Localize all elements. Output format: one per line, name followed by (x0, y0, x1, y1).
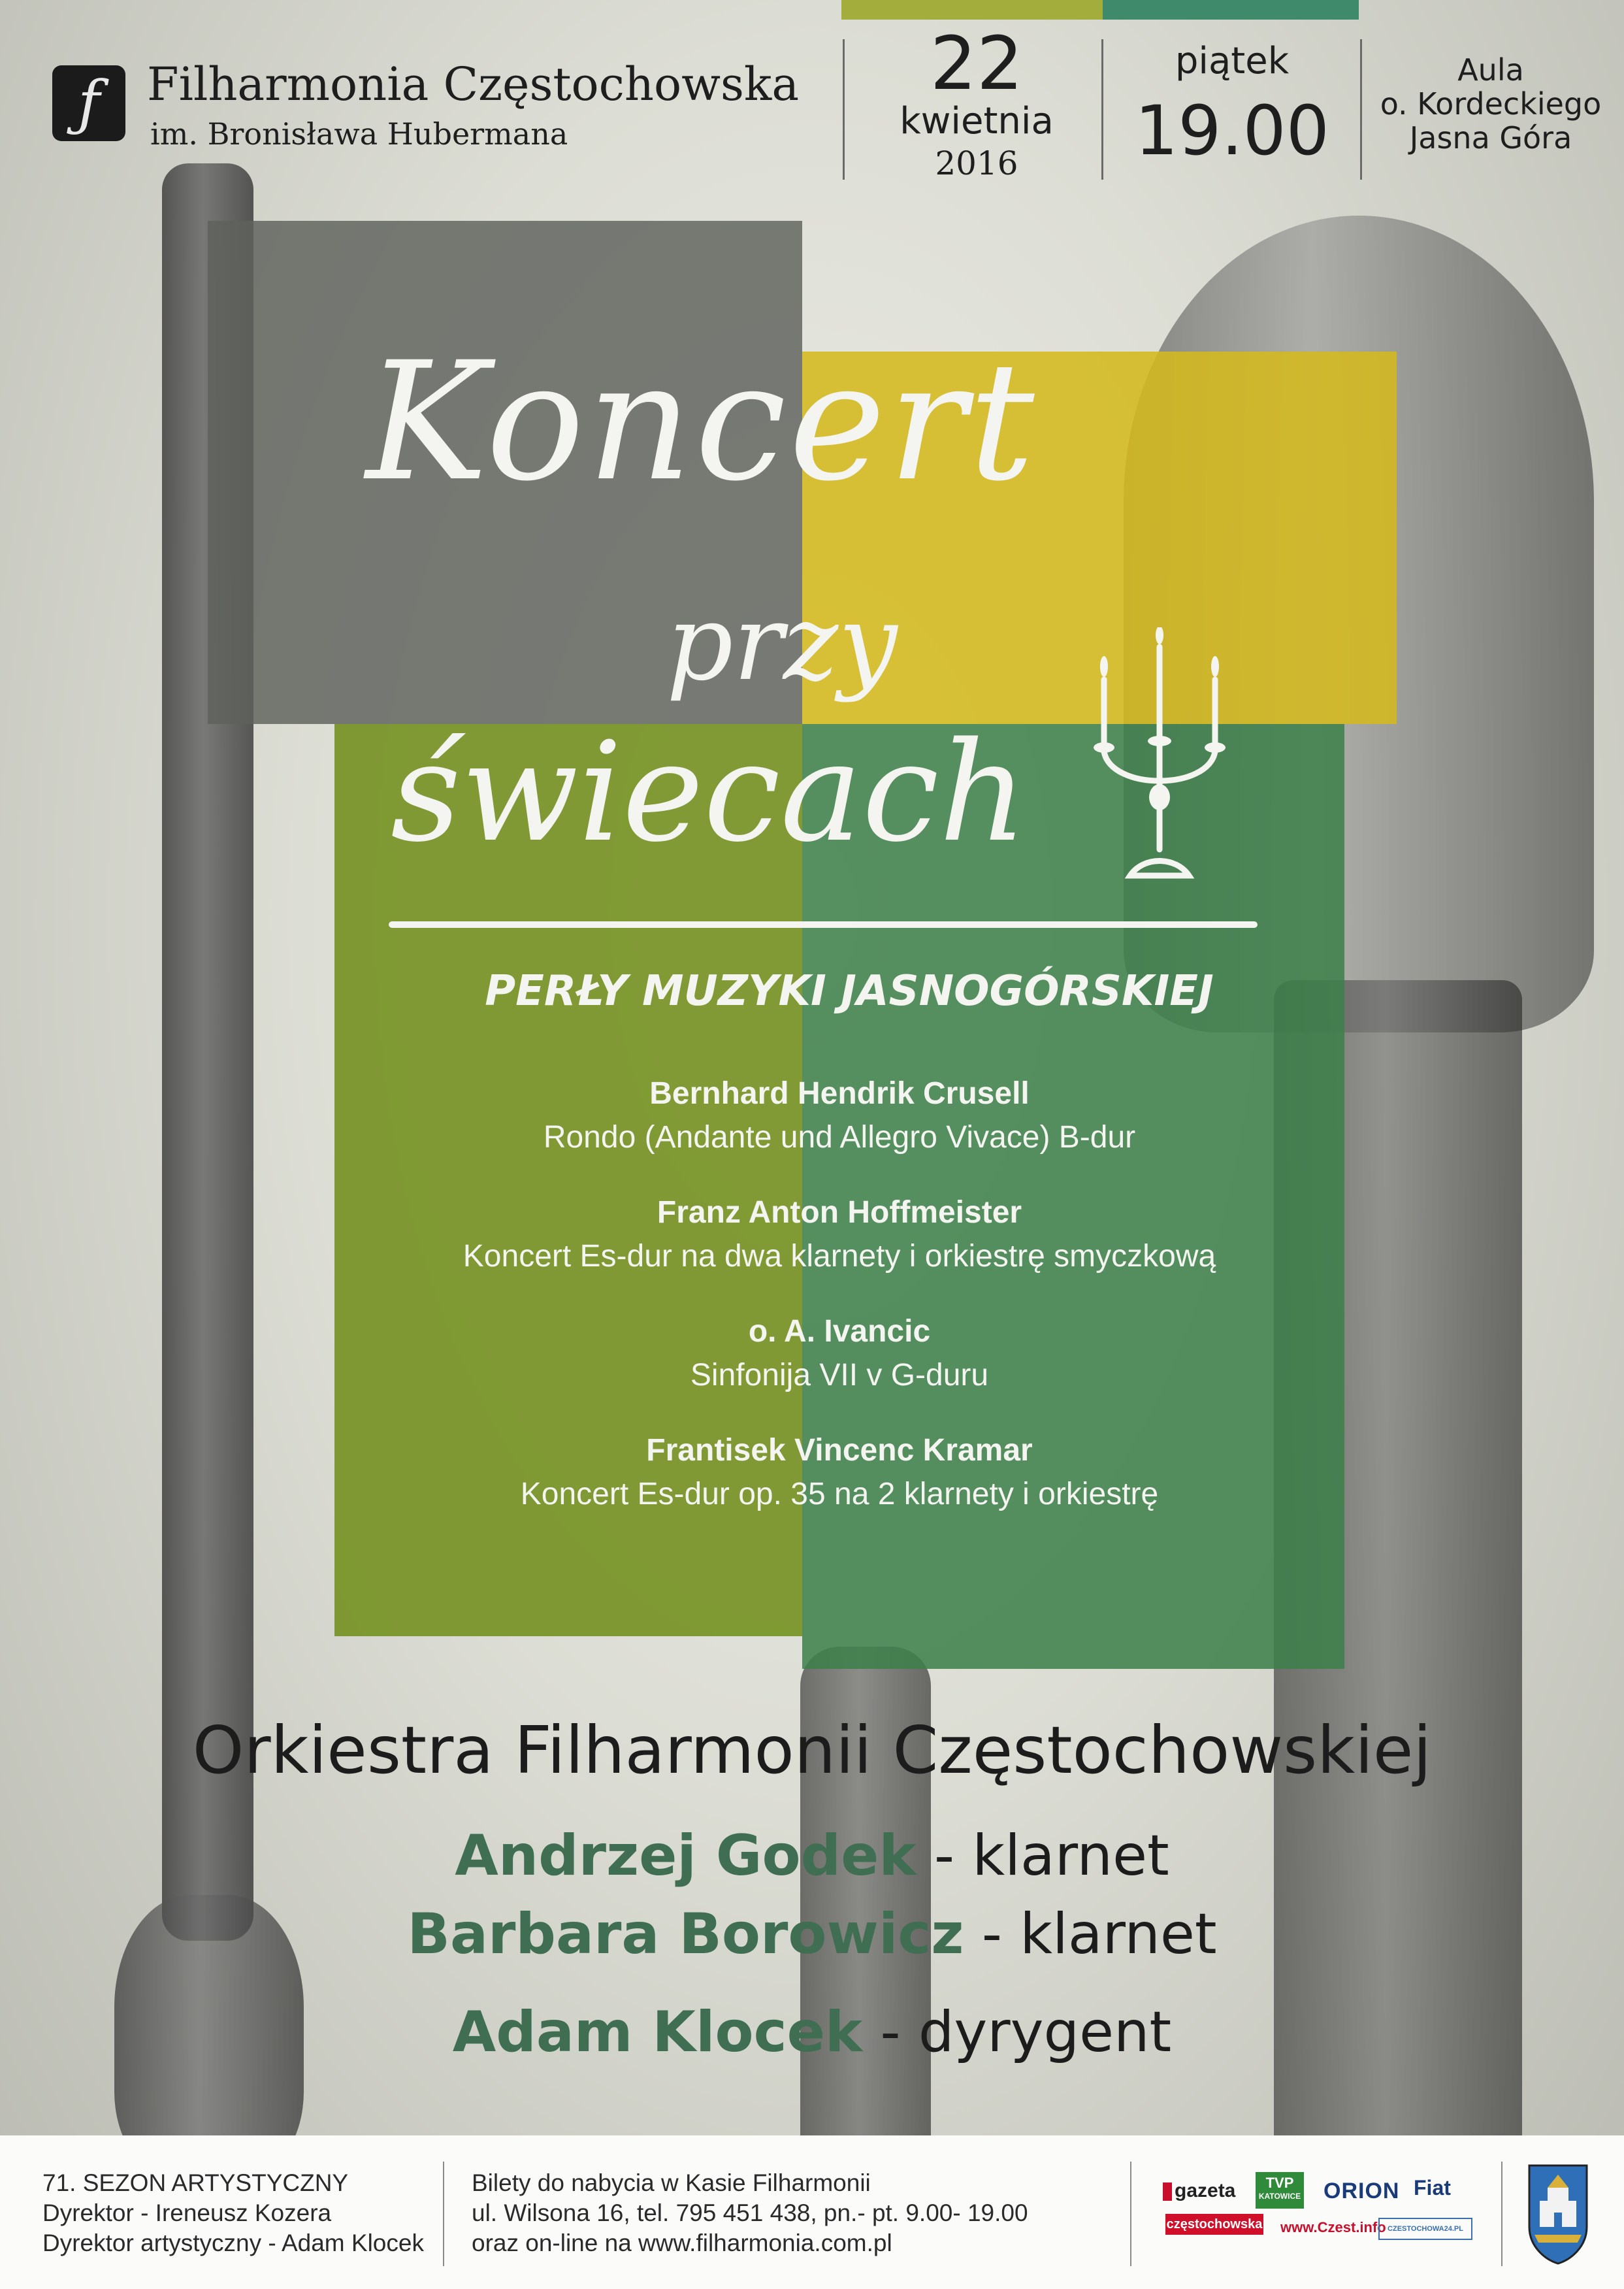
composer-name: Franz Anton Hoffmeister (657, 1195, 1022, 1230)
art-director-label: Dyrektor artystyczny - Adam Klocek (42, 2230, 424, 2256)
performer-line (0, 1823, 1624, 1888)
venue-line1: Aula (1457, 52, 1524, 88)
title-koncert: Koncert (366, 327, 1037, 517)
header-divider (1101, 39, 1103, 180)
performer-name: Barbara Borowicz (407, 1902, 964, 1967)
program-item (334, 1309, 1344, 1397)
director-label: Dyrektor - Ireneusz Kozera (42, 2199, 332, 2226)
performer-name: Andrzej Godek (455, 1823, 917, 1888)
performer-role: - klarnet (916, 1823, 1169, 1888)
performer-role: - dyrygent (862, 2000, 1172, 2065)
work-title: Rondo (Andante und Allegro Vivace) B-dur (543, 1120, 1136, 1155)
date-month: kwietnia (900, 100, 1054, 142)
footer-divider (1130, 2162, 1131, 2266)
title-swiecach: świecach (391, 712, 1028, 872)
composer-name: o. A. Ivancic (748, 1314, 931, 1349)
venue-line3: Jasna Góra (1409, 120, 1572, 156)
program-item (334, 1191, 1344, 1278)
program-item (334, 1072, 1344, 1159)
program-list (334, 1072, 1344, 1547)
tickets-info: Bilety do nabycia w Kasie Filharmonii (472, 2169, 871, 2196)
venue-line2: o. Kordeckiego (1380, 86, 1602, 122)
work-title: Koncert Es-dur op. 35 na 2 klarnety i orkiestrę (520, 1477, 1159, 1511)
tickets-online: oraz on-line na www.filharmonia.com.pl (472, 2230, 892, 2256)
fiat-logo: Fiat (1414, 2176, 1451, 2199)
performer-role: - klarnet (964, 1902, 1217, 1967)
candelabra-icon (1084, 627, 1235, 889)
czestochowska-logo: częstochowska (1165, 2214, 1263, 2235)
org-subtitle: im. Bronisława Hubermana (150, 116, 568, 152)
concert-subtitle: PERŁY MUZYKI JASNOGÓRSKIEJ (485, 967, 1214, 1015)
weekday: piątek (1175, 40, 1290, 82)
work-title: Koncert Es-dur na dwa klarnety i orkiestrę smyczkową (463, 1239, 1216, 1274)
orion-logo: ORION (1324, 2179, 1400, 2203)
org-name: Filharmonia Częstochowska (147, 58, 800, 111)
city-coat-of-arms-icon (1525, 2162, 1591, 2266)
header-divider (1360, 39, 1362, 180)
title-underline (389, 921, 1258, 928)
work-title: Sinfonija VII v G-duru (690, 1358, 989, 1392)
czestochowa24-logo: CZESTOCHOWA24.PL (1378, 2218, 1472, 2240)
performer-line (0, 1902, 1624, 1967)
header-divider (843, 39, 845, 180)
performer-line (0, 2000, 1624, 2065)
performer-name: Adam Klocek (452, 2000, 863, 2065)
top-strip-olive (841, 0, 1103, 20)
top-strip-green (1103, 0, 1359, 20)
composer-name: Bernhard Hendrik Crusell (649, 1076, 1030, 1111)
tickets-address: ul. Wilsona 16, tel. 795 451 438, pn.- pt. 9.00- 19.00 (472, 2199, 1028, 2226)
date-day: 22 (930, 22, 1024, 107)
gazeta-logo: gazeta (1163, 2179, 1231, 2205)
date-year: 2016 (935, 144, 1018, 182)
czest-info-logo: www.Czest.info (1280, 2219, 1386, 2235)
filharmonia-logo-icon: ƒ (52, 65, 125, 141)
season-label: 71. SEZON ARTYSTYCZNY (42, 2169, 349, 2196)
orchestra-name: Orkiestra Filharmonii Częstochowskiej (192, 1712, 1432, 1788)
composer-name: Frantisek Vincenc Kramar (646, 1433, 1033, 1468)
footer-divider (443, 2162, 444, 2266)
tvp-logo: TVP KATOWICE (1256, 2172, 1304, 2209)
title-przy: przy (666, 582, 898, 704)
program-item (334, 1428, 1344, 1516)
footer-divider (1501, 2162, 1502, 2266)
footer (0, 2135, 1624, 2289)
event-time: 19.00 (1135, 91, 1329, 171)
